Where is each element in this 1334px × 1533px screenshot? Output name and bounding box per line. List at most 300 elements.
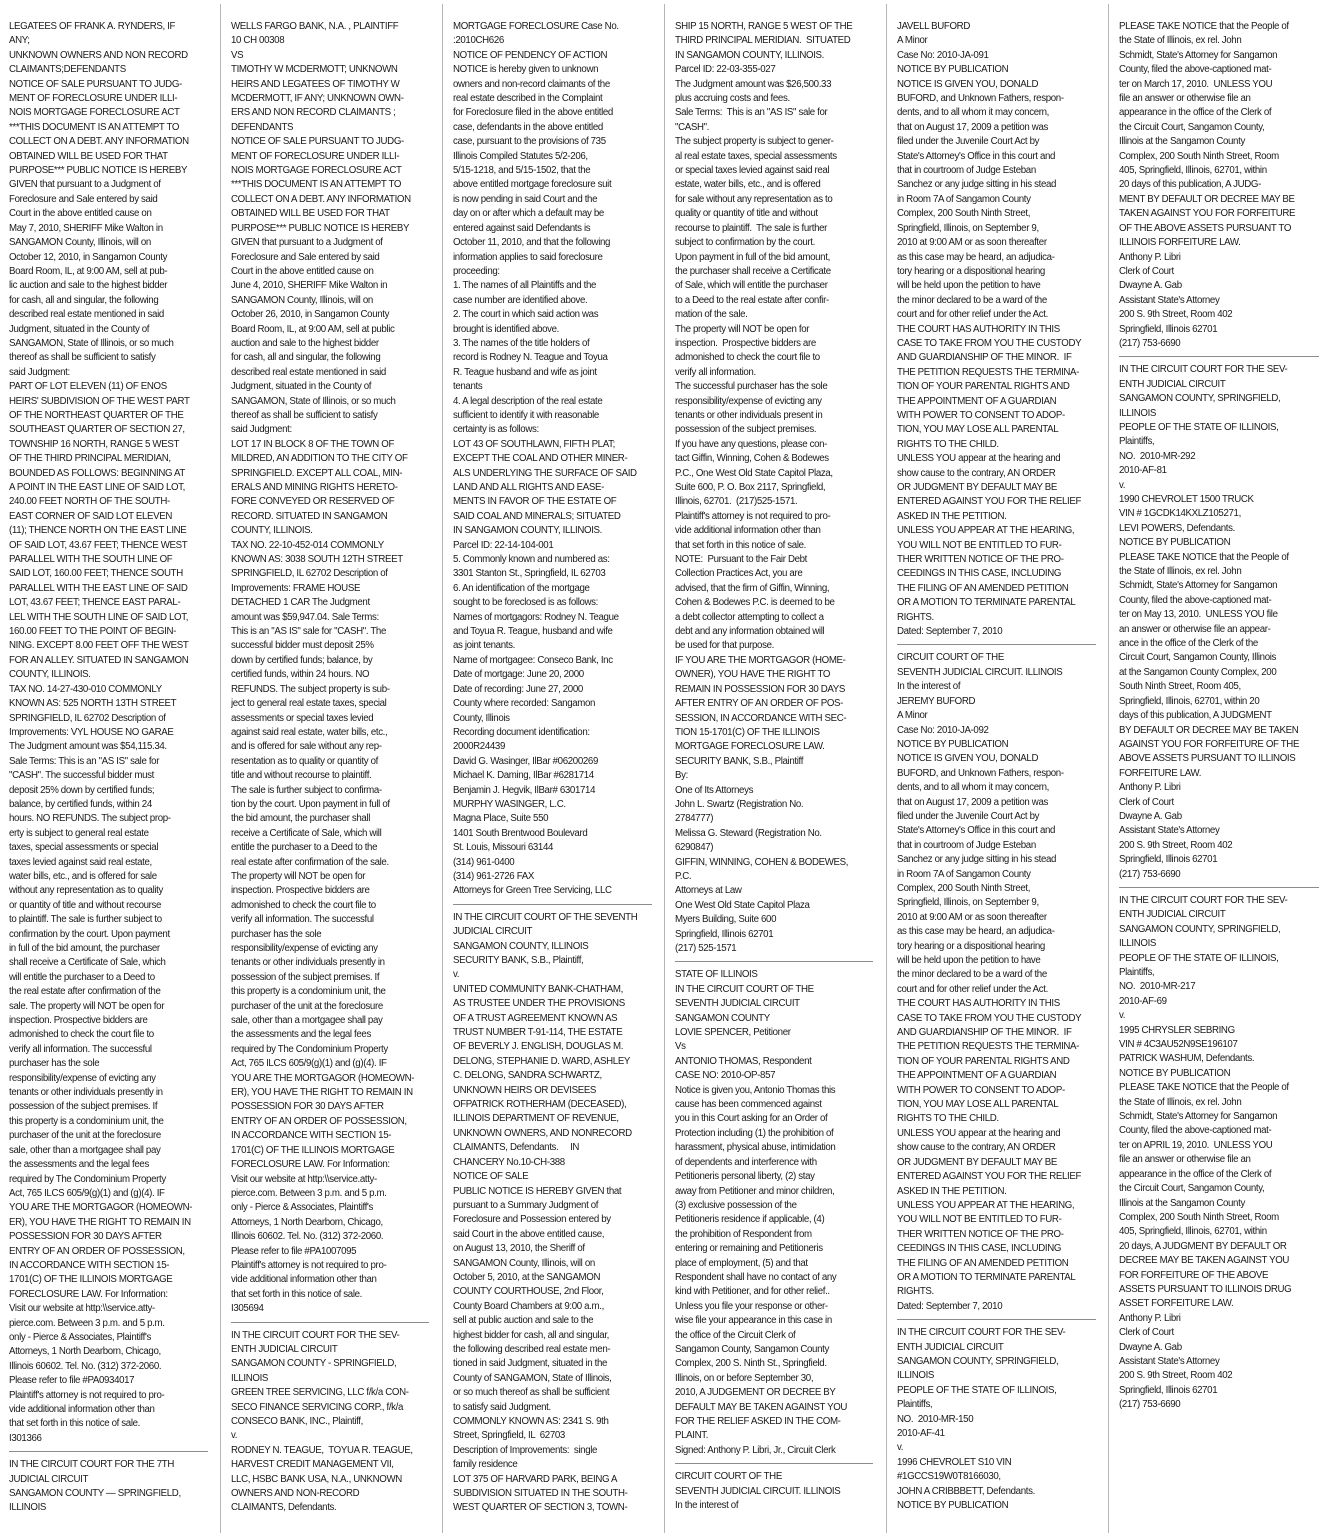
notice-text-line: YOU WILL NOT BE ENTITLED TO FUR- (897, 1214, 1062, 1226)
notice-text-line: 1401 South Brentwood Boulevard (453, 827, 588, 839)
notice-text-line: Dwayne A. Gab (1119, 280, 1182, 292)
notice-text-line: Assistant State's Attorney (1119, 1355, 1220, 1367)
notice-text-line: IN SANGAMON COUNTY, ILLINOIS. (453, 525, 603, 537)
notice-text-line: By: (675, 770, 688, 782)
notice-text-line: TAKEN AGAINST YOU FOR FORFEITURE (1119, 208, 1296, 220)
notice-text-line: Improvements: FRAME HOUSE (231, 582, 361, 594)
notice-text-line: Springfield, Illinois 62701 (1119, 323, 1218, 335)
notice-text-line: 2000R24439 (453, 741, 505, 753)
notice-text-line: HEIRS AND LEGATEES OF TIMOTHY W (231, 78, 400, 90)
notice-text-line: 10 CH 00308 (231, 35, 285, 47)
notice-text-line: required by The Condominium Property (9, 1173, 166, 1185)
notice-text-line: OF THE NORTHEAST QUARTER OF THE (9, 409, 184, 421)
notice-text-line: St. Louis, Missouri 63144 (453, 842, 554, 854)
notice-text-line: Judgment, situated in the County of (231, 381, 372, 393)
notice-text-line: Illinois Compiled Statutes 5/2-206, (453, 150, 588, 162)
notice-text-line: Attorneys, 1 North Dearborn, Chicago, (231, 1216, 383, 1228)
notice-text-line: 3. The names of the title holders of (453, 337, 590, 349)
notice-text-line: UNLESS YOU appear at the hearing and (897, 453, 1061, 465)
notice-text-line: State's Attorney's Office in this court and (897, 150, 1056, 162)
notice-text-line: verify all information. (675, 366, 756, 378)
notice-text-line: Springfield, Illinois 62701 (675, 928, 774, 940)
notice-text-line: IN ACCORDANCE WITH SECTION 15- (231, 1130, 392, 1142)
notice-text-line: Schmidt, State's Attorney for Sangamon (1119, 49, 1278, 61)
notice-text-line: Michael K. Daming, IlBar #6281714 (453, 770, 594, 782)
notice-text-line: TOWNSHIP 16 NORTH, RANGE 5 WEST (9, 438, 180, 450)
notice-text-line: in full of the bid amount, the purchaser (9, 943, 160, 954)
notice-text-line: 1990 CHEVROLET 1500 TRUCK (1119, 494, 1254, 505)
notice-text-line: C. DELONG, SANDRA SCHWARTZ, (453, 1070, 602, 1082)
notice-text-line: recourse to plaintiff. The sale is further (675, 222, 828, 234)
legal-notice (897, 20, 1096, 645)
notice-text-line: CLAIMANTS, Defendants. IN (453, 1142, 580, 1154)
notice-text-line: ENTH JUDICIAL CIRCUIT (1119, 378, 1226, 390)
notice-text-line: auction and sale to the highest bidder (231, 337, 379, 349)
notice-text-line: v. (231, 1430, 238, 1442)
notice-text-line: cause has been commenced against (675, 1099, 822, 1111)
notice-text-line: Plaintiff's attorney is not required to pro- (231, 1259, 387, 1271)
notice-text-line: ENTH JUDICIAL CIRCUIT (897, 1341, 1004, 1353)
notice-text-line: will be held upon the petition to have (897, 280, 1041, 292)
notice-text-line: NOTICE IS GIVEN YOU, DONALD (897, 753, 1039, 765)
notice-text-line: Circuit Court, Sangamon County, Illinois (1119, 652, 1277, 664)
notice-text-line: SEVENTH JUDICIAL CIRCUIT. ILLINOIS (675, 1485, 841, 1497)
notice-text-line: the assessments and the legal fees (9, 1159, 149, 1171)
notice-text-line: LOVIE SPENCER, Petitioner (675, 1027, 791, 1039)
notice-text-line: SANGAMON County, Illinois, will on (9, 237, 151, 249)
notice-text-line: wise file your appearance in this case in (675, 1315, 832, 1327)
notice-text-line: Illinois at the Sangamon County (1119, 136, 1245, 148)
notice-text-line: that on August 17, 2009 a petition was (897, 796, 1048, 808)
notice-text-line: Dated: September 7, 2010 (897, 626, 1003, 638)
column-divider (664, 4, 665, 1533)
notice-text-line: pierce.com. Between 3 p.m. and 5 p.m. (9, 1317, 165, 1329)
notice-text-line: 2784777) (675, 813, 714, 825)
notice-text-line: HEIRS' SUBDIVISION OF THE WEST PART (9, 395, 190, 407)
legal-notice (9, 20, 208, 1452)
notice-text-line: SANGAMON COUNTY, SPRINGFIELD, (1119, 393, 1281, 405)
notice-text-line: title and without recourse to plaintiff. (231, 770, 372, 782)
notice-text-line: appearance in the office of the Clerk of (1119, 1168, 1272, 1180)
notice-text-line: County, filed the above-captioned mat- (1119, 64, 1272, 76)
notice-text-line: "CASH". The successful bidder must (9, 770, 155, 782)
notice-text-line: GIVEN that pursuant to a Judgment of (9, 179, 161, 191)
notice-text-line: YOU WILL NOT BE ENTITLED TO FUR- (897, 539, 1062, 551)
notice-text-line: KNOWN AS: 525 NORTH 13TH STREET (9, 698, 177, 710)
notice-text-line: to satisfy said Judgment. (453, 1401, 551, 1413)
notice-text-line: inspection. Prospective bidders are (231, 885, 370, 897)
notice-text-line: Assistant State's Attorney (1119, 294, 1220, 306)
notice-text-line: SECO FINANCE SERVICING CORP., f/k/a (231, 1401, 404, 1413)
notice-text-line: October 12, 2010, in Sangamon County (9, 251, 168, 263)
notice-text-line: County Board Chambers at 9:00 a.m., (453, 1300, 604, 1312)
notice-text-line: Act, 765 ILCS 605/9(g)(1) and (g)(4). IF (9, 1187, 165, 1199)
notice-text-line: case, pursuant to the provisions of 735 (453, 136, 606, 148)
notice-text-line: Illinois at the Sangamon County (1119, 1197, 1245, 1209)
notice-text-line: tioned in said Judgment, situated in the (453, 1358, 608, 1370)
notice-text-line: (217) 753-6690 (1119, 868, 1181, 880)
notice-text-line: The Judgment amount was $26,500.33 (675, 78, 832, 90)
legal-notice (453, 911, 652, 1521)
notice-text-line: Complex, 200 S. Ninth St., Springfield. (675, 1358, 827, 1370)
notice-text-line: (217) 525-1571 (675, 943, 737, 954)
notice-text-line: 2010-AF-81 (1119, 465, 1167, 477)
notice-text-line: DEFAULT MAY BE TAKEN AGAINST YOU (675, 1401, 848, 1413)
notice-text-line: vide additional information other than (9, 1404, 155, 1415)
notice-text-line: tenants or other individuals presently in (9, 1087, 163, 1099)
column-divider (442, 4, 443, 1533)
notice-text-line: THE COURT HAS AUTHORITY IN THIS (897, 323, 1060, 335)
notice-text-line: MILDRED, AN ADDITION TO THE CITY OF (231, 453, 408, 465)
notice-text-line: Springfield, Illinois, 62701, within 20 (1119, 695, 1260, 707)
notice-text-line: erty is subject to general real estate (9, 827, 149, 839)
notice-text-line: entering or remaining and Petitioneris (675, 1243, 823, 1255)
notice-text-line: KNOWN AS: 3038 SOUTH 12TH STREET (231, 554, 403, 566)
notice-text-line: Act, 765 ILCS 605/9(g)(1) and (g)(4). IF (231, 1058, 387, 1070)
notice-text-line: NOIS MORTGAGE FORECLOSURE ACT (231, 165, 402, 177)
notice-text-line: ILLINOIS (897, 1370, 935, 1382)
notice-text-line: DECREE MAY BE TAKEN AGAINST YOU (1119, 1255, 1290, 1267)
notice-text-line: SESSION, IN ACCORDANCE WITH SEC- (675, 712, 847, 724)
notice-text-line: OR A MOTION TO TERMINATE PARENTAL (897, 1271, 1076, 1283)
notice-text-line: the State of Illinois, ex rel. John (1119, 566, 1242, 578)
notice-text-line: Collection Practices Act, you are (675, 568, 803, 580)
notice-text-line: HARVEST CREDIT MANAGEMENT VII, (231, 1459, 394, 1471)
notice-text-line: Case No: 2010-JA-091 (897, 49, 989, 61)
notice-text-line: The Judgment amount was $54,115.34. (9, 741, 167, 753)
notice-text-line: Magna Place, Suite 550 (453, 813, 549, 825)
notice-text-line: TION 15-1701(C) OF THE ILLINOIS (675, 726, 820, 738)
notice-text-line: October 5, 2010, at the SANGAMON (453, 1271, 601, 1283)
notice-text-line: show cause to the contrary, AN ORDER (897, 1142, 1056, 1154)
notice-text-line: Suite 600, P. O. Box 2117, Springfield, (675, 482, 826, 493)
legal-notice (675, 1470, 873, 1518)
notice-text-line: Description of Improvements: single (453, 1444, 598, 1456)
notice-text-line: 160.00 FEET TO THE POINT OF BEGIN- (9, 626, 177, 638)
legal-notice (1119, 363, 1319, 888)
notice-text-line: Case No: 2010-JA-092 (897, 724, 989, 736)
notice-text-line: pursuant to a Summary Judgment of (453, 1199, 599, 1211)
notice-text-line: deposit 25% down by certified funds; (9, 784, 155, 796)
notice-text-line: court and for other relief under the Act. (897, 983, 1048, 995)
notice-text-line: thereof as shall be sufficient to satisfy (231, 409, 378, 421)
notice-text-line: EAST CORNER OF SAID LOT ELEVEN (9, 510, 173, 522)
notice-text-line: THER WRITTEN NOTICE OF THE PRO- (897, 1228, 1064, 1240)
notice-text-line: THE APPOINTMENT OF A GUARDIAN (897, 395, 1057, 407)
notice-text-line: PEOPLE OF THE STATE OF ILLINOIS, (1119, 952, 1279, 964)
notice-text-line: verify all information. The successful (231, 914, 374, 926)
notice-text-line: purchaser has the sole (9, 1058, 100, 1070)
notice-text-line: debt and any information obtained will (675, 626, 825, 638)
notice-text-line: REMAIN IN POSSESSION FOR 30 DAYS (675, 683, 846, 695)
notice-text-line: The property will NOT be open for (231, 870, 366, 882)
notice-text-line: will be held upon the petition to have (897, 955, 1041, 966)
notice-text-line: down by certified funds; balance, by (231, 654, 373, 666)
notice-text-line: UNKNOWN OWNERS AND NON RECORD (9, 49, 188, 61)
notice-text-line: 2. The court in which said action was (453, 309, 599, 321)
notice-text-line: Street, Springfield, IL 62703 (453, 1430, 565, 1442)
notice-text-line: County, Illinois (453, 712, 510, 724)
notice-text-line: ENTH JUDICIAL CIRCUIT (231, 1343, 338, 1355)
notice-text-line: (217) 753-6690 (1119, 337, 1181, 349)
notice-text-line: that set forth in this notice of sale. (675, 539, 807, 551)
notice-text-line: 1995 CHRYSLER SEBRING (1119, 1024, 1235, 1036)
notice-text-line: TION OF YOUR PARENTAL RIGHTS AND (897, 1055, 1070, 1067)
notice-text-line: and is offered for sale without any rep- (231, 741, 382, 753)
notice-text-line: Plaintiffs, (1119, 967, 1155, 978)
legal-notice (9, 1458, 208, 1521)
notice-text-line: Dated: September 7, 2010 (897, 1300, 1003, 1312)
notice-text-line: CLAIMANTS, Defendants. (231, 1502, 337, 1514)
notice-text-line: RIGHTS. (897, 1286, 934, 1298)
notice-text-line: confirmation by the court. Upon payment (9, 928, 170, 940)
notice-text-line: assessments or special taxes levied (231, 712, 374, 724)
notice-text-line: Signed: Anthony P. Libri, Jr., Circuit Clerk (675, 1444, 836, 1456)
notice-text-line: 20 days of this publication, A JUDG- (1119, 179, 1261, 191)
notice-text-line: SECURITY BANK, S.B., Plaintiff, (453, 955, 584, 966)
notice-text-line: TION OF YOUR PARENTAL RIGHTS AND (897, 381, 1070, 393)
notice-text-line: WEST QUARTER OF SECTION 3, TOWN- (453, 1502, 628, 1514)
notice-text-line: to a Deed to the real estate after confir- (675, 294, 829, 306)
legal-notice (675, 968, 873, 1464)
notice-text-line: Attorneys, 1 North Dearborn, Chicago, (9, 1346, 161, 1358)
notice-text-line: in Room 7A of Sangamon County (897, 868, 1031, 880)
notice-text-line: A Minor (897, 35, 928, 47)
notice-text-line: tact Giffin, Winning, Cohen & Bodewes (675, 453, 829, 465)
notice-text-line: will entitle the purchaser to a Deed to (9, 971, 155, 983)
notice-text-line: Anthony P. Libri (1119, 251, 1181, 263)
notice-text-line: ENTERED AGAINST YOU FOR THE RELIEF (897, 1171, 1082, 1183)
notice-text-line: information applies to said foreclosure (453, 251, 603, 263)
notice-text-line: days of this publication, A JUDGMENT (1119, 710, 1272, 722)
notice-text-line: RODNEY N. TEAGUE, TOYUA R. TEAGUE, (231, 1444, 413, 1456)
notice-text-line: Illinois 60602. Tel. No. (312) 372-2060. (231, 1231, 384, 1243)
notice-text-line: ter on APRIL 19, 2010. UNLESS YOU (1119, 1139, 1273, 1151)
notice-text-line: COUNTY, ILLINOIS. (231, 525, 313, 537)
notice-text-line: the following described real estate men- (453, 1343, 611, 1355)
notice-text-line: COUNTY, ILLINOIS. (9, 669, 91, 681)
notice-text-line: owners and non-record claimants of the (453, 78, 610, 90)
notice-text-line: amount was $59,947.04. Sale Terms: (231, 611, 379, 623)
notice-text-line: 1996 CHEVROLET S10 VIN (897, 1456, 1012, 1468)
notice-text-line: 4. A legal description of the real estate (453, 395, 603, 407)
notice-text-line: Complex, 200 South Ninth Street, (897, 208, 1031, 220)
notice-text-line: October 11, 2010, and that the following (453, 237, 611, 249)
column-2 (231, 20, 429, 1533)
notice-text-line: shall receive a Certificate of Sale, which (9, 957, 166, 969)
notice-text-line: a debt collector attempting to collect a (675, 611, 824, 623)
notice-text-line: IF YOU ARE THE MORTGAGOR (HOME- (675, 654, 846, 666)
notice-text-line: Foreclosure and Sale entered by said (9, 193, 158, 205)
notice-text-line: described real estate mentioned in said (231, 366, 386, 378)
notice-text-line: NOTICE BY PUBLICATION (1119, 1067, 1231, 1079)
notice-text-line: entered against said Defendants is (453, 222, 591, 234)
notice-text-line: NO. 2010-MR-292 (1119, 450, 1196, 462)
notice-text-line: RIGHTS TO THE CHILD. (897, 438, 999, 450)
legal-notice (231, 20, 429, 1323)
notice-text-line: receive a Certificate of Sale, which will (231, 827, 382, 839)
notice-text-line: NOTICE OF SALE PURSUANT TO JUDG- (231, 136, 404, 148)
notice-text-line: admonished to check the court file to (9, 1029, 154, 1041)
notice-text-line: 1701(C) OF THE ILLINOIS MORTGAGE (231, 1144, 395, 1156)
notice-text-line: PUBLIC NOTICE IS HEREBY GIVEN that (453, 1185, 622, 1197)
notice-text-line: tion by the court. Upon payment in full of (231, 798, 390, 810)
notice-text-line: In the interest of (897, 681, 961, 693)
notice-text-line: harassment, physical abuse, intimidation (675, 1142, 836, 1154)
notice-text-line: JOHN A CRIBBBETT, Defendants. (897, 1485, 1035, 1497)
notice-text-line: (3) exclusive possession of the (675, 1199, 797, 1211)
notice-text-line: Clerk of Court (1119, 1327, 1174, 1339)
notice-text-line: away from Petitioner and minor children, (675, 1185, 835, 1197)
notice-text-line: admonished to check the court file to (231, 899, 376, 911)
notice-text-line: Sanchez or any judge sitting in his stead (897, 854, 1057, 866)
notice-text-line: place of employment, (5) and that (675, 1257, 808, 1269)
notice-text-line: NING. EXCEPT 8.00 FEET OFF THE WEST (9, 640, 189, 652)
notice-text-line: or so much thereof as shall be sufficient (453, 1387, 610, 1399)
notice-text-line: entitle the purchaser to a Deed to the (231, 842, 378, 854)
notice-text-line: THE PETITION REQUESTS THE TERMINA- (897, 366, 1080, 378)
notice-text-line: NOTICE BY PUBLICATION (1119, 537, 1231, 549)
notice-text-line: that in courtroom of Judge Esteban (897, 839, 1036, 851)
notice-text-line: verify all information. The successful (9, 1043, 152, 1055)
notice-text-line: required by The Condominium Property (231, 1043, 388, 1055)
notice-text-line: sale, other than a mortgagee shall pay (9, 1144, 161, 1156)
notice-text-line: above entitled mortgage foreclosure suit (453, 179, 612, 191)
notice-text-line: I305694 (231, 1303, 264, 1315)
notice-text-line: TAX NO. 22-10-452-014 COMMONLY (231, 539, 384, 551)
notice-text-line: responsibility/expense of evicting any (675, 395, 822, 407)
notice-text-line: Sanchez or any judge sitting in his stead (897, 179, 1057, 191)
notice-text-line: THE APPOINTMENT OF A GUARDIAN (897, 1070, 1057, 1082)
notice-text-line: LEGATEES OF FRANK A. RYNDERS, IF (9, 21, 176, 32)
notice-text-line: One West Old State Capitol Plaza (675, 899, 810, 911)
notice-text-line: SAID LOT, 160.00 FEET; THENCE SOUTH (9, 568, 183, 580)
notice-text-line: (217) 753-6690 (1119, 1399, 1181, 1411)
notice-text-line: AGAINST YOU FOR FORFEITURE OF THE (1119, 738, 1300, 750)
notice-text-line: June 4, 2010, SHERIFF Mike Walton in (231, 280, 388, 292)
notice-text-line: A Minor (897, 710, 928, 722)
notice-text-line: County of SANGAMON, State of Illinois, (453, 1372, 612, 1384)
notice-text-line: Recording document identification: (453, 726, 590, 738)
notice-text-line: ILLINOIS DEPARTMENT OF REVENUE, (453, 1113, 619, 1125)
notice-text-line: PATRICK WASHUM, Defendants. (1119, 1053, 1255, 1065)
notice-text-line: ILLINOIS (1119, 938, 1157, 950)
notice-text-line: or quantity of title and without recourse (9, 899, 162, 911)
notice-text-line: A POINT IN THE EAST LINE OF SAID LOT, (9, 482, 186, 493)
notice-text-line: ance in the office of the Clerk of the (1119, 638, 1258, 650)
notice-text-line: May 7, 2010, SHERIFF Mike Walton in (9, 222, 163, 234)
notice-text-line: possession of the subject premises. If (231, 971, 380, 983)
notice-text-line: IN THE CIRCUIT COURT OF THE SEVENTH (453, 911, 638, 923)
notice-text-line: al real estate taxes, special assessments (675, 150, 837, 162)
notice-text-line: Anthony P. Libri (1119, 1312, 1181, 1324)
notice-text-line: LEVI POWERS, Defendants. (1119, 522, 1235, 534)
notice-text-line: tenants or other individuals present in (675, 409, 823, 421)
notice-text-line: NOTICE is hereby given to unknown (453, 64, 599, 76)
notice-text-line: County, filed the above-captioned mat- (1119, 594, 1272, 606)
notice-text-line: NOTICE OF SALE PURSUANT TO JUDG- (9, 78, 182, 90)
notice-text-line: SOUTHEAST QUARTER OF SECTION 27, (9, 424, 185, 436)
notice-text-line: thereof as shall be sufficient to satisfy (9, 352, 156, 364)
notice-text-line: Parcel ID: 22-14-104-001 (453, 539, 554, 551)
notice-text-line: THE COURT HAS AUTHORITY IN THIS (897, 998, 1060, 1010)
notice-text-line: County where recorded: Sangamon (453, 698, 596, 710)
notice-text-line: Please refer to file #PA0934017 (9, 1375, 135, 1387)
notice-text-line: OR A MOTION TO TERMINATE PARENTAL (897, 597, 1076, 609)
notice-text-line: 2010, A JUDGEMENT OR DECREE BY (675, 1387, 836, 1399)
notice-text-line: Illinois, 62701. (217)525-1571. (675, 496, 798, 508)
notice-text-line: MCDERMOTT, IF ANY; UNKNOWN OWN- (231, 93, 404, 105)
notice-text-line: of Sale, which will entitle the purchaser (675, 280, 828, 292)
notice-text-line: COLLECT ON A DEBT. ANY INFORMATION (231, 193, 411, 205)
notice-text-line: you in this Court asking for an Order of (675, 1113, 828, 1125)
notice-text-line: NOTICE BY PUBLICATION (897, 64, 1009, 76)
notice-text-line: v. (1119, 1010, 1126, 1022)
notice-text-line: resentation as to quality or quantity of (231, 755, 379, 767)
notice-text-line: v. (1119, 479, 1126, 491)
notice-text-line: THIRD PRINCIPAL MERIDIAN. SITUATED (675, 35, 851, 47)
notice-text-line: ERS AND NON RECORD CLAIMANTS ; (231, 107, 396, 119)
notice-text-line: GREEN TREE SERVICING, LLC f/k/a CON- (231, 1387, 409, 1399)
notice-text-line: ***THIS DOCUMENT IS AN ATTEMPT TO (231, 179, 402, 191)
notice-text-line: SHIP 15 NORTH, RANGE 5 WEST OF THE (675, 21, 853, 32)
notice-text-line: 6290847) (675, 842, 714, 854)
notice-text-line: ASKED IN THE PETITION. (897, 510, 1007, 522)
notice-text-line: Sale Terms: This is an "AS IS" sale for (675, 107, 828, 119)
notice-text-line: CIRCUIT COURT OF THE (897, 652, 1004, 664)
notice-text-line: Plaintiffs, (1119, 436, 1155, 448)
notice-text-line: ter on May 13, 2010. UNLESS YOU file (1119, 609, 1278, 621)
notice-text-line: 200 S. 9th Street, Room 402 (1119, 309, 1233, 321)
notice-text-line: ILLINOIS (9, 1502, 47, 1514)
notice-text-line: ENTRY OF AN ORDER OF POSSESSION, (9, 1245, 185, 1257)
notice-text-line: filed under the Juvenile Court Act by (897, 136, 1040, 148)
notice-text-line: inspection. Prospective bidders are (675, 337, 816, 349)
notice-text-line: Upon payment in full of the bid amount, (675, 251, 830, 263)
notice-text-line: dents, and to all whom it may concern, (897, 782, 1050, 794)
notice-text-line: SANGAMON, State of Illinois, or so much (231, 395, 396, 407)
legal-notice (897, 651, 1096, 1320)
notice-text-line: Board Room, IL, at 9:00 AM, sell at public (231, 323, 395, 335)
notice-text-line: SANGAMON COUNTY - SPRINGFIELD, (231, 1358, 397, 1370)
notice-text-line: JAVELL BUFORD (897, 21, 970, 32)
notice-text-line: PURPOSE*** PUBLIC NOTICE IS HEREBY (231, 222, 410, 234)
notice-text-line: CASE TO TAKE FROM YOU THE CUSTODY (897, 337, 1082, 349)
notice-text-line: ALS UNDERLYING THE SURFACE OF SAID (453, 467, 637, 479)
notice-text-line: the minor declared to be a ward of the (897, 294, 1047, 306)
notice-text-line: The subject property is subject to gener- (675, 136, 834, 148)
column-6 (1119, 20, 1319, 1533)
notice-text-line: sale, other than a mortgagee shall pay (231, 1015, 383, 1027)
notice-text-line: County, filed the above-captioned mat- (1119, 1125, 1272, 1137)
notice-text-line: PEOPLE OF THE STATE OF ILLINOIS, (1119, 421, 1279, 433)
notice-text-line: LAND AND ALL RIGHTS AND EASE- (453, 482, 604, 493)
notice-text-line: ENTERED AGAINST YOU FOR THE RELIEF (897, 496, 1082, 508)
notice-text-line: the office of the Circuit Clerk of (675, 1329, 796, 1341)
notice-text-line: brought is identified above. (453, 323, 559, 335)
notice-text-line: ILLINOIS FORFEITURE LAW. (1119, 237, 1241, 249)
notice-text-line: ER), YOU HAVE THE RIGHT TO REMAIN IN (9, 1216, 191, 1228)
notice-text-line: FORECLOSURE LAW. For Information: (231, 1159, 390, 1171)
column-3 (453, 20, 652, 1533)
notice-text-line: Date of recording: June 27, 2000 (453, 683, 583, 695)
notice-text-line: AND GUARDIANSHIP OF THE MINOR. IF (897, 352, 1072, 364)
notice-text-line: case number are identified above. (453, 294, 588, 306)
notice-text-line: the Circuit Court, Sangamon County, (1119, 1183, 1265, 1195)
notice-text-line: responsibility/expense of evicting any (231, 943, 378, 954)
notice-text-line: Complex, 200 South Ninth Street, Room (1119, 150, 1279, 162)
notice-text-line: THE PETITION REQUESTS THE TERMINA- (897, 1041, 1080, 1053)
